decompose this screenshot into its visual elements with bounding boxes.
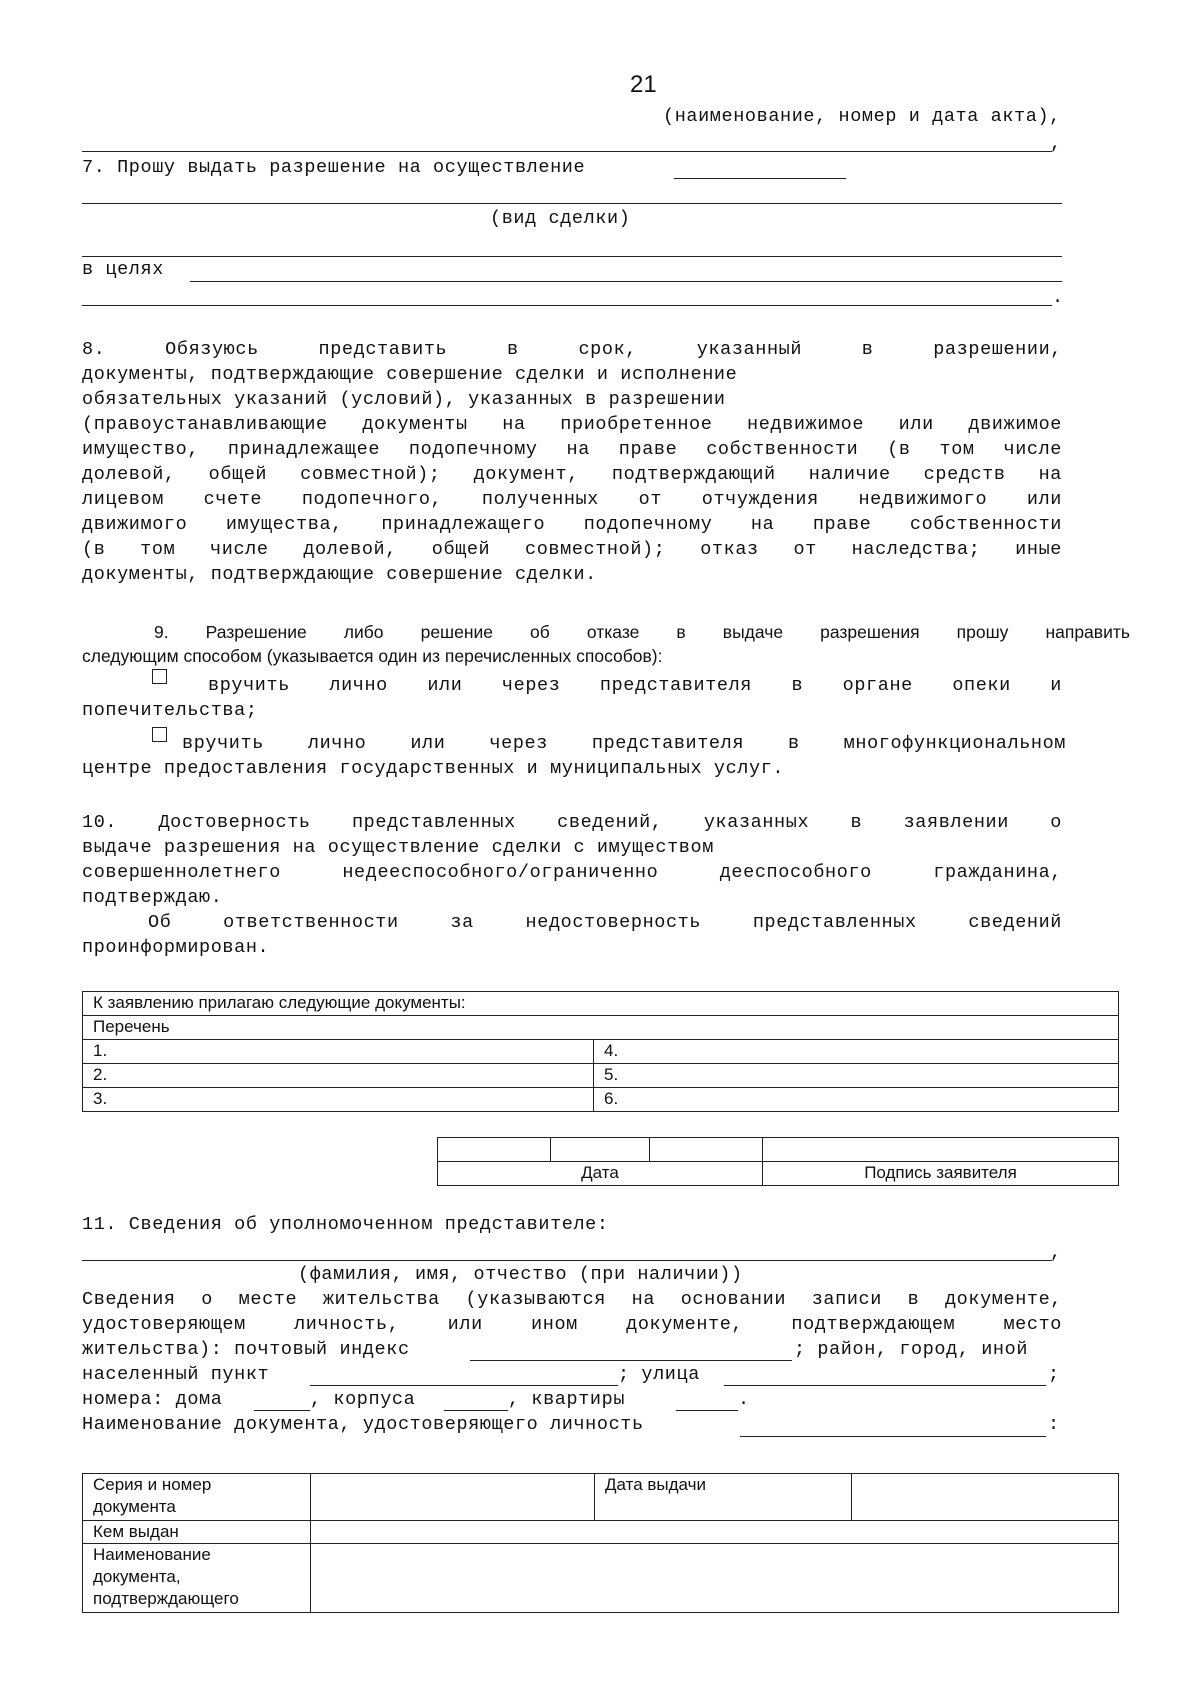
id-doc-input[interactable]: [740, 1436, 1046, 1437]
house-input[interactable]: [254, 1410, 310, 1411]
flat-period: .: [738, 1389, 750, 1410]
attachment-cell[interactable]: 5.: [594, 1064, 1119, 1088]
name-comma: ,: [1050, 1242, 1062, 1263]
signature-cell[interactable]: [763, 1138, 1119, 1162]
table-row: [83, 1064, 1119, 1088]
item8-line: лицевом счете подопечного, полученных от отчуждения недвижимого или: [82, 489, 1062, 510]
item7-label: 7. Прошу выдать разрешение на осуществление: [82, 157, 586, 178]
date-day-cell[interactable]: [438, 1138, 551, 1162]
issued-by-label: Кем выдан: [83, 1521, 311, 1544]
doc-name-label-line: Наименование: [93, 1545, 211, 1564]
table-row: [83, 1040, 1119, 1064]
doc-name-label-line: подтверждающего: [93, 1589, 239, 1608]
building-input[interactable]: [444, 1410, 508, 1411]
series-label-line: документа: [93, 1497, 176, 1516]
table-row: [83, 1088, 1119, 1112]
street-label: ; улица: [618, 1364, 700, 1385]
id-doc-colon: :: [1048, 1414, 1060, 1435]
date-label: Дата: [438, 1162, 763, 1186]
series-label: [83, 1474, 311, 1521]
option1-line1: вручить лично или через представителя в органе опеки и: [208, 675, 1062, 696]
item10-line: совершеннолетнего недееспособного/ограниченно дееспособного гражданина,: [82, 862, 1062, 883]
date-month-cell[interactable]: [551, 1138, 650, 1162]
item10-line: проинформирован.: [82, 937, 270, 958]
house-label: номера: дома: [82, 1389, 223, 1410]
street-semicolon: ;: [1048, 1364, 1060, 1385]
residence-line1: Сведения о месте жительства (указываются на основании записи в документе,: [82, 1289, 1062, 1310]
item8-line: имущество, принадлежащее подопечному на праве собственности (в том числе: [82, 439, 1062, 460]
item8-line: 8. Обязуюсь представить в срок, указанный в разрешении,: [82, 339, 1062, 360]
attachments-header: К заявлению прилагаю следующие документы:: [83, 992, 1119, 1016]
representative-name-line[interactable]: [82, 1260, 1052, 1261]
id-document-table: [82, 1473, 1119, 1613]
purpose-blank-line-2[interactable]: [82, 305, 1052, 306]
item8-line: (правоустанавливающие документы на приобретенное недвижимое или движимое: [82, 414, 1062, 435]
item8-line: движимого имущества, принадлежащего подопечному на праве собственности: [82, 514, 1062, 535]
act-comma: ,: [1050, 133, 1062, 154]
item11-title: 11. Сведения об уполномоченном представителе:: [82, 1214, 609, 1235]
locality-input[interactable]: [310, 1385, 618, 1386]
item10-line: Об ответственности за недостоверность представленных сведений: [148, 912, 1062, 933]
attachment-cell[interactable]: 1.: [83, 1040, 594, 1064]
item8-line: документы, подтверждающие совершение сделки.: [82, 564, 597, 585]
series-value-cell[interactable]: [311, 1474, 595, 1521]
attachment-cell[interactable]: 3.: [83, 1088, 594, 1112]
option1-line2: попечительства;: [82, 700, 258, 721]
page-number: 21: [630, 71, 657, 98]
deal-type-caption: (вид сделки): [490, 208, 631, 229]
flat-label: , квартиры: [508, 1389, 626, 1410]
option2-line2: центре предоставления государственных и муниципальных услуг.: [82, 758, 785, 779]
item8-line: долевой, общей совместной); документ, подтверждающий наличие средств на: [82, 464, 1062, 485]
option2-checkbox[interactable]: [152, 726, 167, 751]
item8-line: (в том числе долевой, общей совместной); отказ от наследства; иные: [82, 539, 1062, 560]
attachment-cell[interactable]: 6.: [594, 1088, 1119, 1112]
date-year-cell[interactable]: [650, 1138, 763, 1162]
deal-blank-line[interactable]: [82, 203, 1062, 204]
deal-blank-line-2[interactable]: [82, 256, 1062, 257]
signature-table: [437, 1137, 1119, 1186]
signature-label: Подпись заявителя: [763, 1162, 1119, 1186]
item10-line: выдаче разрешения на осуществление сделки с имуществом: [82, 837, 714, 858]
doc-name-label: [83, 1544, 311, 1613]
building-label: , корпуса: [310, 1389, 416, 1410]
residence-line2: удостоверяющем личность, или ином документе, подтверждающем место: [82, 1314, 1062, 1335]
purpose-period: .: [1052, 287, 1064, 308]
purpose-label: в целях: [82, 259, 164, 280]
doc-name-value-cell[interactable]: [311, 1544, 1119, 1613]
issue-date-label: Дата выдачи: [595, 1474, 852, 1521]
locality-label: населенный пункт: [82, 1364, 270, 1385]
purpose-blank-line[interactable]: [190, 281, 1062, 282]
postcode-label: жительства): почтовый индекс: [82, 1339, 410, 1360]
id-doc-label: Наименование документа, удостоверяющего личность: [82, 1414, 644, 1435]
option2-line1: вручить лично или через представителя в многофункциональном: [182, 733, 1066, 754]
item10-line: подтверждаю.: [82, 887, 223, 908]
act-caption: (наименование, номер и дата акта),: [663, 106, 1061, 127]
postcode-input[interactable]: [470, 1360, 792, 1361]
flat-input[interactable]: [676, 1410, 738, 1411]
series-label-line: Серия и номер: [93, 1475, 212, 1494]
deal-blank-short[interactable]: [674, 178, 846, 179]
item10-line: 10. Достоверность представленных сведений, указанных в заявлении о: [82, 812, 1062, 833]
attachment-cell[interactable]: 4.: [594, 1040, 1119, 1064]
item8-line: документы, подтверждающие совершение сделки и исполнение: [82, 364, 738, 385]
name-caption: (фамилия, имя, отчество (при наличии)): [298, 1264, 743, 1285]
item8-line: обязательных указаний (условий), указанных в разрешении: [82, 389, 726, 410]
option1-checkbox[interactable]: [152, 668, 167, 693]
doc-name-label-line: документа,: [93, 1567, 181, 1586]
attachments-table: [82, 991, 1119, 1112]
issue-date-value-cell[interactable]: [852, 1474, 1119, 1521]
item9-intro-line2: следующим способом (указывается один из перечисленных способов):: [82, 646, 663, 666]
district-label: ; район, город, иной: [794, 1339, 1029, 1360]
item9-intro-line1: 9. Разрешение либо решение об отказе в выдаче разрешения прошу направить: [154, 622, 1130, 642]
attachment-cell[interactable]: 2.: [83, 1064, 594, 1088]
street-input[interactable]: [724, 1385, 1046, 1386]
act-blank-line[interactable]: [82, 151, 1052, 152]
attachments-list-label: Перечень: [83, 1016, 1119, 1040]
issued-by-value-cell[interactable]: [311, 1521, 1119, 1544]
